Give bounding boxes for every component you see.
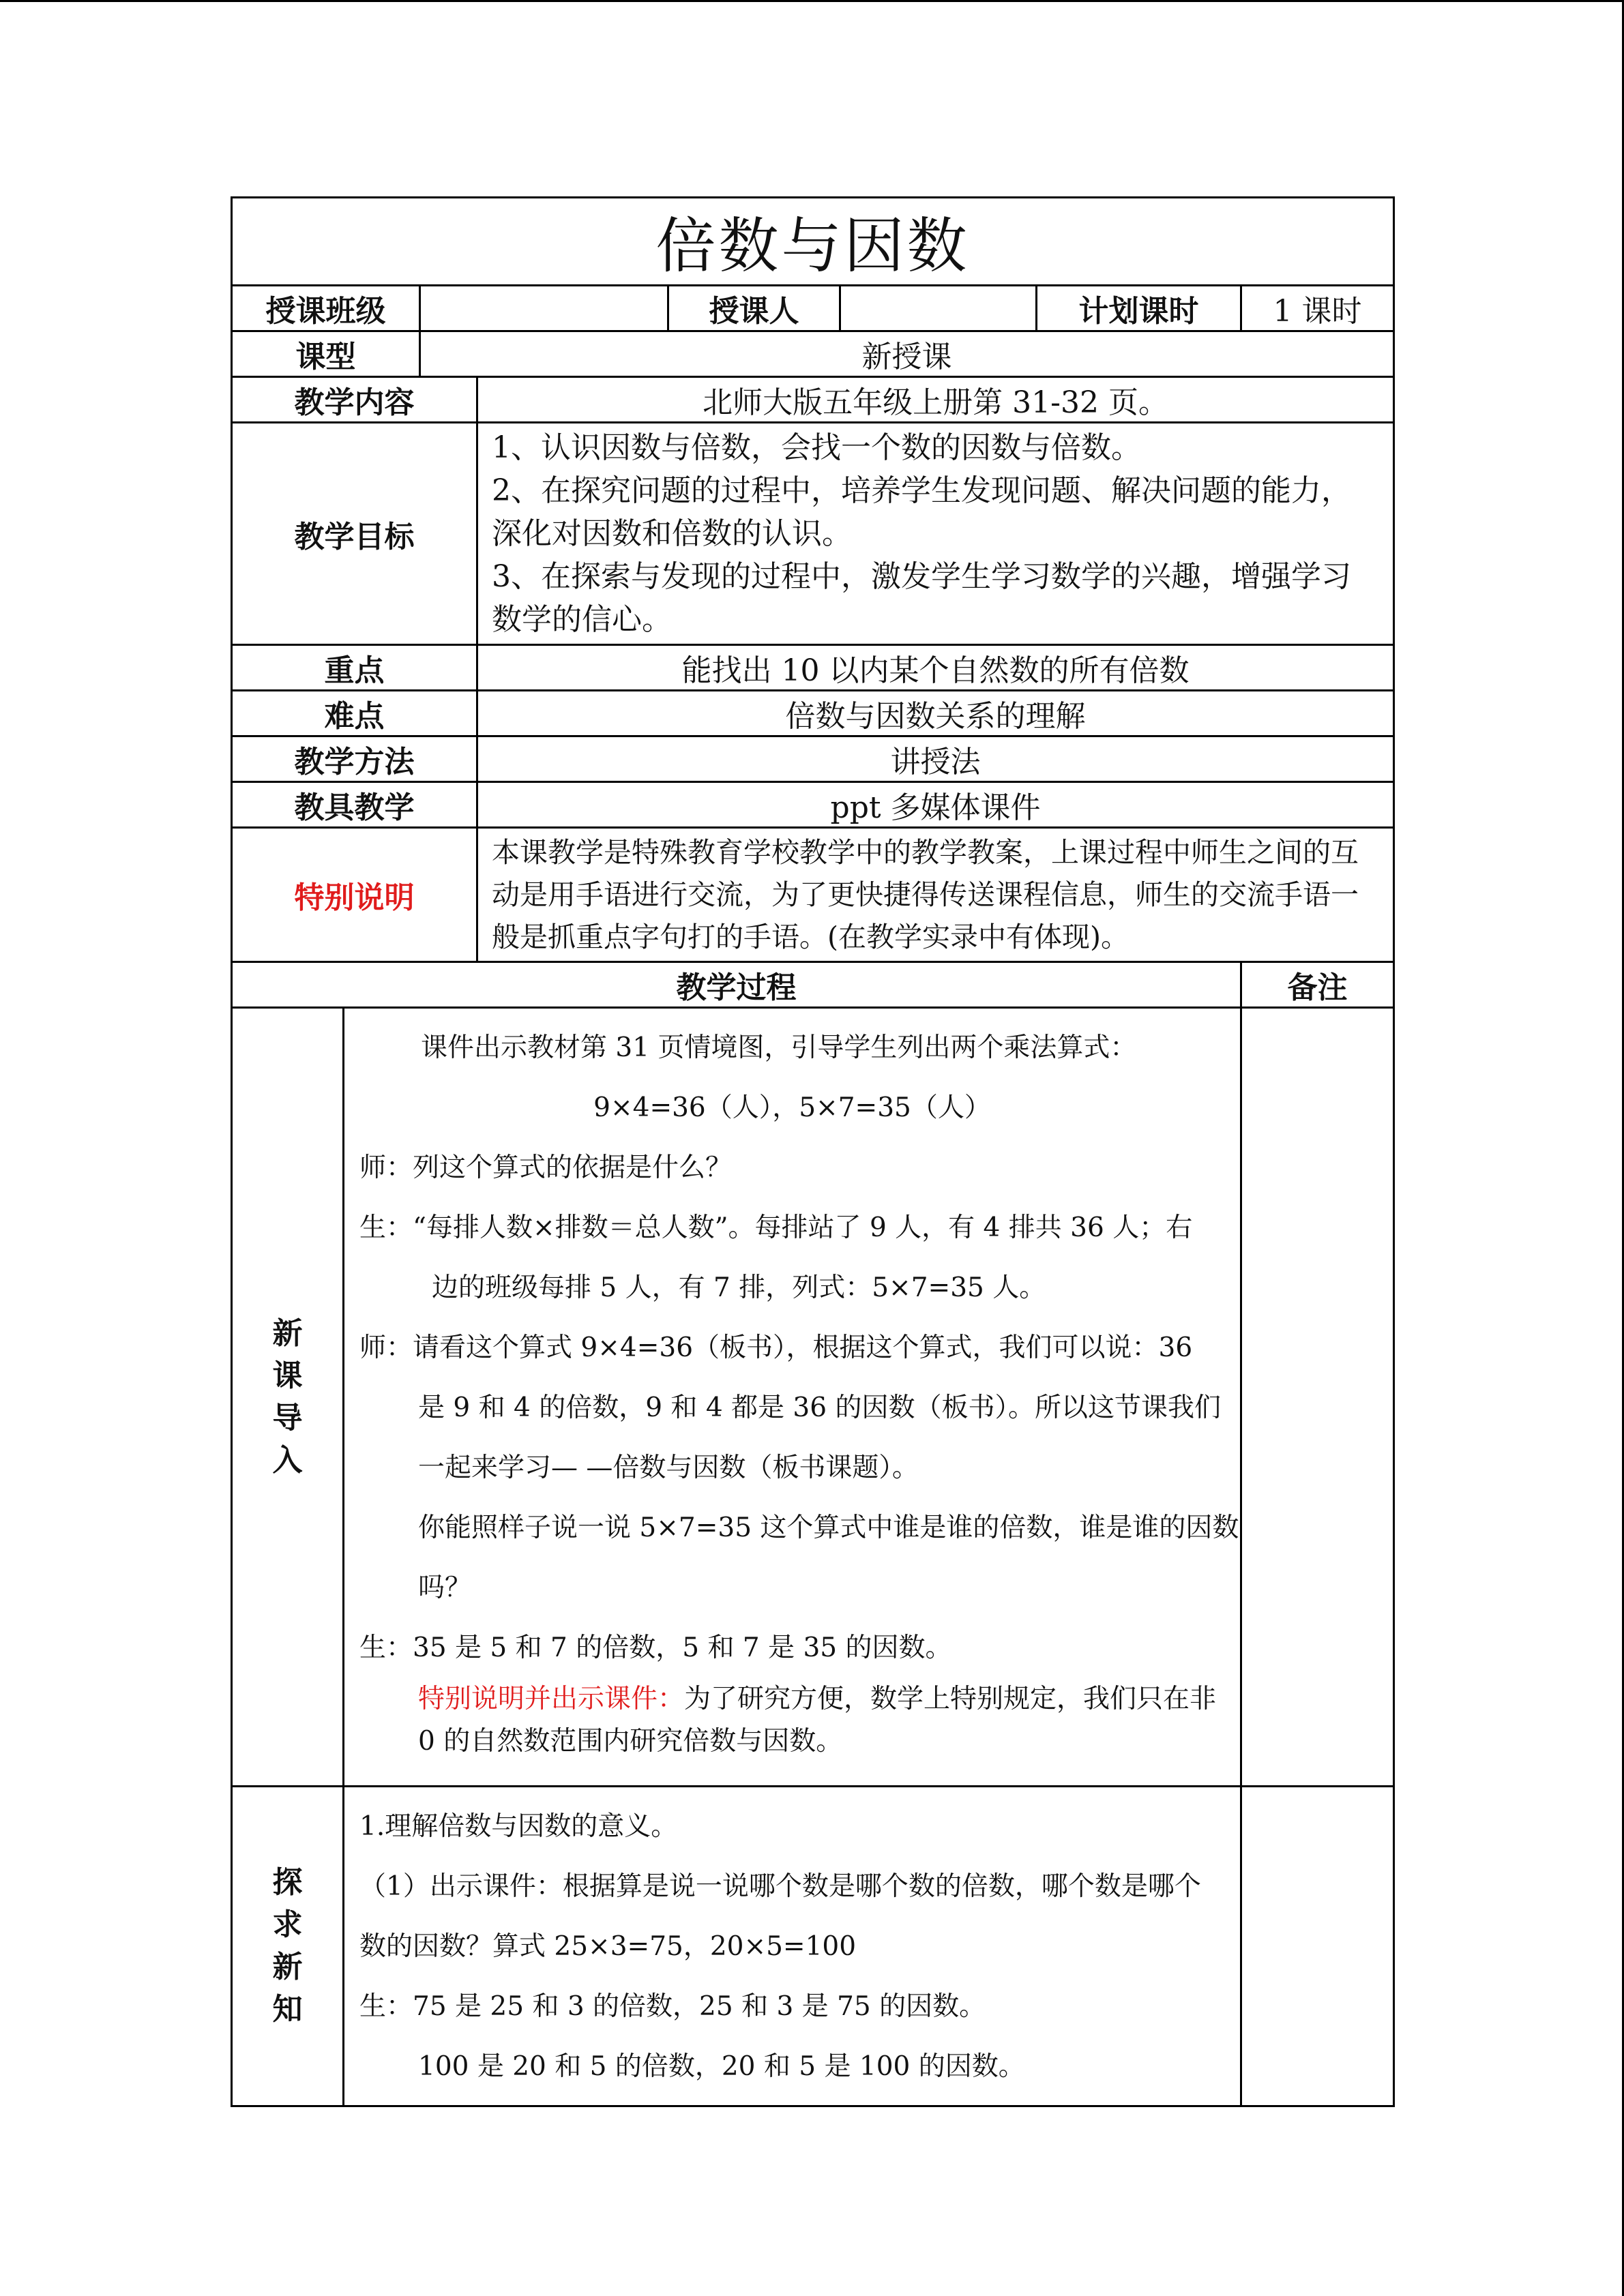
intro-line: 生：35 是 5 和 7 的倍数，5 和 7 是 35 的因数。 [359, 1632, 952, 1663]
special-label: 特别说明 [232, 828, 477, 962]
type-value: 新授课 [420, 331, 1394, 377]
key-value: 能找出 10 以内某个自然数的所有倍数 [477, 645, 1394, 691]
intro-line: 9×4=36（人），5×7=35（人） [593, 1092, 991, 1123]
goal-item: 2、在探究问题的过程中，培养学生发现问题、解决问题的能力，深化对因数和倍数的认识。 [492, 473, 1351, 551]
intro-line: 吗？ [418, 1572, 472, 1603]
intro-special-note [359, 1678, 1225, 1763]
tools-value: ppt 多媒体课件 [477, 782, 1394, 828]
teacher-value [840, 286, 1037, 331]
goal-item: 3、在探索与发现的过程中，激发学生学习数学的兴趣，增强学习数学的信心。 [492, 559, 1351, 637]
goals-list [477, 423, 1394, 645]
teacher-label: 授课人 [668, 286, 840, 331]
tools-label: 教具教学 [232, 782, 477, 828]
hours-label: 计划课时 [1037, 286, 1241, 331]
method-value: 讲授法 [477, 736, 1394, 782]
type-label: 课型 [232, 331, 420, 377]
difficulty-label: 难点 [232, 691, 477, 736]
explore-label [232, 1787, 344, 2106]
difficulty-value: 倍数与因数关系的理解 [477, 691, 1394, 736]
lesson-plan-sheet [231, 196, 1393, 2107]
content-label: 教学内容 [232, 377, 477, 423]
goals-label: 教学目标 [232, 423, 477, 645]
intro-line: 师：请看这个算式 9×4=36（板书），根据这个算式，我们可以说：36 [359, 1332, 1193, 1363]
explore-line: （1）出示课件：根据算是说一说哪个数是哪个数的倍数，哪个数是哪个 [359, 1871, 1201, 1902]
explore-body [344, 1787, 1241, 2106]
intro-line: 课件出示教材第 31 页情境图，引导学生列出两个乘法算式： [421, 1032, 1137, 1063]
intro-label [232, 1008, 344, 1787]
page-border-top [0, 0, 1624, 2]
process-header: 教学过程 [232, 962, 1241, 1008]
explore-line: 数的因数？算式 25×3=75，20×5=100 [359, 1931, 857, 1962]
intro-label-text: 新课导入 [272, 1315, 303, 1478]
content-value: 北师大版五年级上册第 31-32 页。 [477, 377, 1394, 423]
key-label: 重点 [232, 645, 477, 691]
lesson-plan-table [231, 196, 1395, 2107]
intro-body [344, 1008, 1241, 1787]
intro-line: 生：“每排人数×排数＝总人数”。每排站了 9 人，有 4 排共 36 人；右 [359, 1212, 1193, 1243]
explore-label-text: 探求新知 [272, 1865, 303, 2027]
intro-line: 边的班级每排 5 人，有 7 排，列式：5×7=35 人。 [432, 1272, 1046, 1303]
explore-line: 生：75 是 25 和 3 的倍数，25 和 3 是 75 的因数。 [359, 1991, 986, 2022]
intro-special-prefix: 特别说明并出示课件： [418, 1684, 685, 1714]
intro-line: 一起来学习— —倍数与因数（板书课题）。 [418, 1452, 919, 1483]
remark-header: 备注 [1241, 962, 1394, 1008]
intro-line: 你能照样子说一说 5×7=35 这个算式中谁是谁的倍数，谁是谁的因数 [418, 1512, 1239, 1543]
explore-line: 100 是 20 和 5 的倍数，20 和 5 是 100 的因数。 [418, 2051, 1025, 2082]
intro-special-text: 为了研究方便，数学上特别规定，我们只在非0 的自然数范围内研究倍数与因数。 [418, 1684, 1217, 1757]
intro-remark-cell [1241, 1008, 1394, 1787]
page-title: 倍数与因数 [232, 198, 1394, 286]
explore-line: 1.理解倍数与因数的意义。 [359, 1811, 678, 1842]
class-value [420, 286, 668, 331]
hours-value: 1 课时 [1241, 286, 1394, 331]
explore-remark-cell [1241, 1787, 1394, 2106]
intro-line: 师：列这个算式的依据是什么？ [359, 1152, 733, 1183]
special-value: 本课教学是特殊教育学校教学中的教学教案，上课过程中师生之间的互动是用手语进行交流，为了更快捷得传送课程信息，师生的交流手语一般是抓重点字句打的手语。(在教学实录中有体现)。 [477, 828, 1394, 962]
class-label: 授课班级 [232, 286, 420, 331]
goal-item: 1、认识因数与倍数，会找一个数的因数与倍数。 [492, 430, 1141, 465]
method-label: 教学方法 [232, 736, 477, 782]
intro-line: 是 9 和 4 的倍数，9 和 4 都是 36 的因数（板书）。所以这节课我们 [418, 1392, 1221, 1423]
